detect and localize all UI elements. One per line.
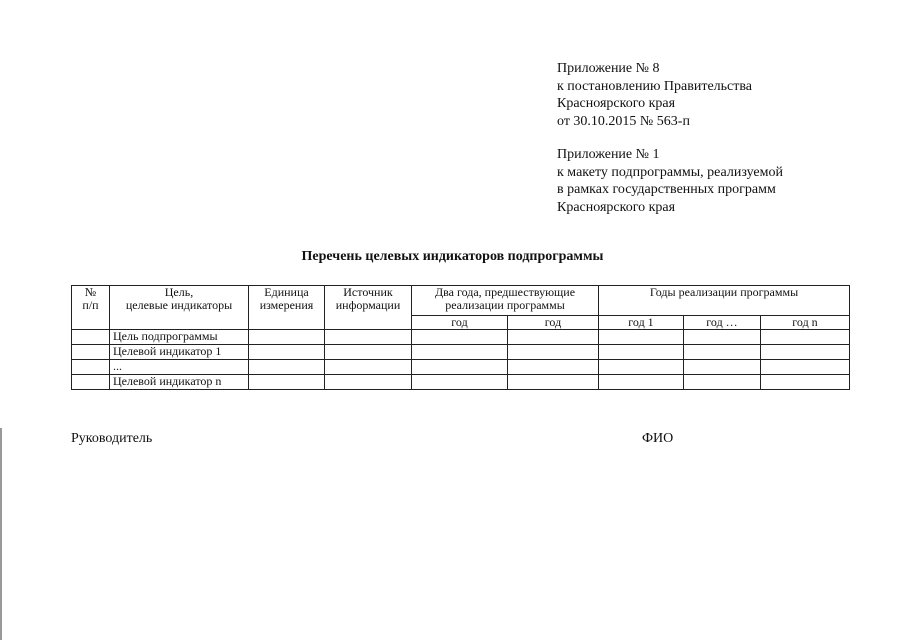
table-cell (325, 360, 412, 375)
table-cell (72, 345, 110, 360)
table-cell (761, 360, 850, 375)
table-cell (412, 360, 508, 375)
appendix-line: Красноярского края (557, 199, 676, 215)
row-label: Целевой индикатор 1 (110, 345, 249, 360)
header-prev-years: Два года, предшествующие реализации программы (412, 286, 599, 316)
signature-position: Руководитель (71, 431, 153, 446)
table-cell (599, 330, 684, 345)
table-cell (684, 330, 761, 345)
table-cell (249, 345, 325, 360)
table-cell (761, 330, 850, 345)
header-source: Источник информации (325, 286, 412, 330)
table-cell (684, 345, 761, 360)
table-cell (599, 345, 684, 360)
table-cell (412, 375, 508, 390)
subheader-year: год … (684, 316, 761, 330)
table-cell (249, 375, 325, 390)
table-cell (508, 345, 599, 360)
table-row (72, 360, 850, 375)
table-cell (412, 330, 508, 345)
document-title: Перечень целевых индикаторов подпрограммы (301, 249, 604, 264)
signature-name: ФИО (642, 431, 674, 446)
table-cell (72, 360, 110, 375)
appendix-line: в рамках государственных программ (557, 182, 776, 197)
appendix-line: Приложение № 8 (557, 61, 660, 76)
table-cell (249, 360, 325, 375)
table-cell (325, 330, 412, 345)
appendix-line: Приложение № 1 (557, 147, 660, 162)
row-label: Целевой индикатор n (110, 375, 249, 390)
table-cell (761, 375, 850, 390)
table-cell (325, 375, 412, 390)
row-label: ... (110, 360, 249, 375)
indicators-table (71, 285, 850, 390)
table-cell (599, 375, 684, 390)
subheader-year: год 1 (599, 316, 684, 330)
scan-edge (0, 428, 2, 640)
table-cell (508, 330, 599, 345)
subheader-year: год (508, 316, 599, 330)
header-impl-years: Годы реализации программы (599, 286, 850, 316)
table-cell (72, 330, 110, 345)
subheader-year: год n (761, 316, 850, 330)
table-row (72, 330, 850, 345)
table-cell (684, 360, 761, 375)
appendix-8-header (557, 60, 752, 130)
appendix-line: к постановлению Правительства (557, 78, 753, 94)
table-cell (325, 345, 412, 360)
table-cell (72, 375, 110, 390)
appendix-line: от 30.10.2015 № 563-п (557, 113, 690, 129)
table-cell (599, 360, 684, 375)
table-row (72, 345, 850, 360)
table-row (72, 375, 850, 390)
table-cell (761, 345, 850, 360)
row-label: Цель подпрограммы (110, 330, 249, 345)
table-cell (508, 375, 599, 390)
header-unit: Единица измерения (249, 286, 325, 330)
header-num: № п/п (72, 286, 110, 330)
appendix-1-header (557, 146, 783, 216)
appendix-line: Красноярского края (557, 96, 676, 111)
table-cell (508, 360, 599, 375)
appendix-line: к макету подпрограммы, реализуемой (557, 164, 783, 180)
table-cell (412, 345, 508, 360)
header-goal: Цель, целевые индикаторы (110, 286, 249, 330)
table-cell (684, 375, 761, 390)
subheader-year: год (412, 316, 508, 330)
table-cell (249, 330, 325, 345)
